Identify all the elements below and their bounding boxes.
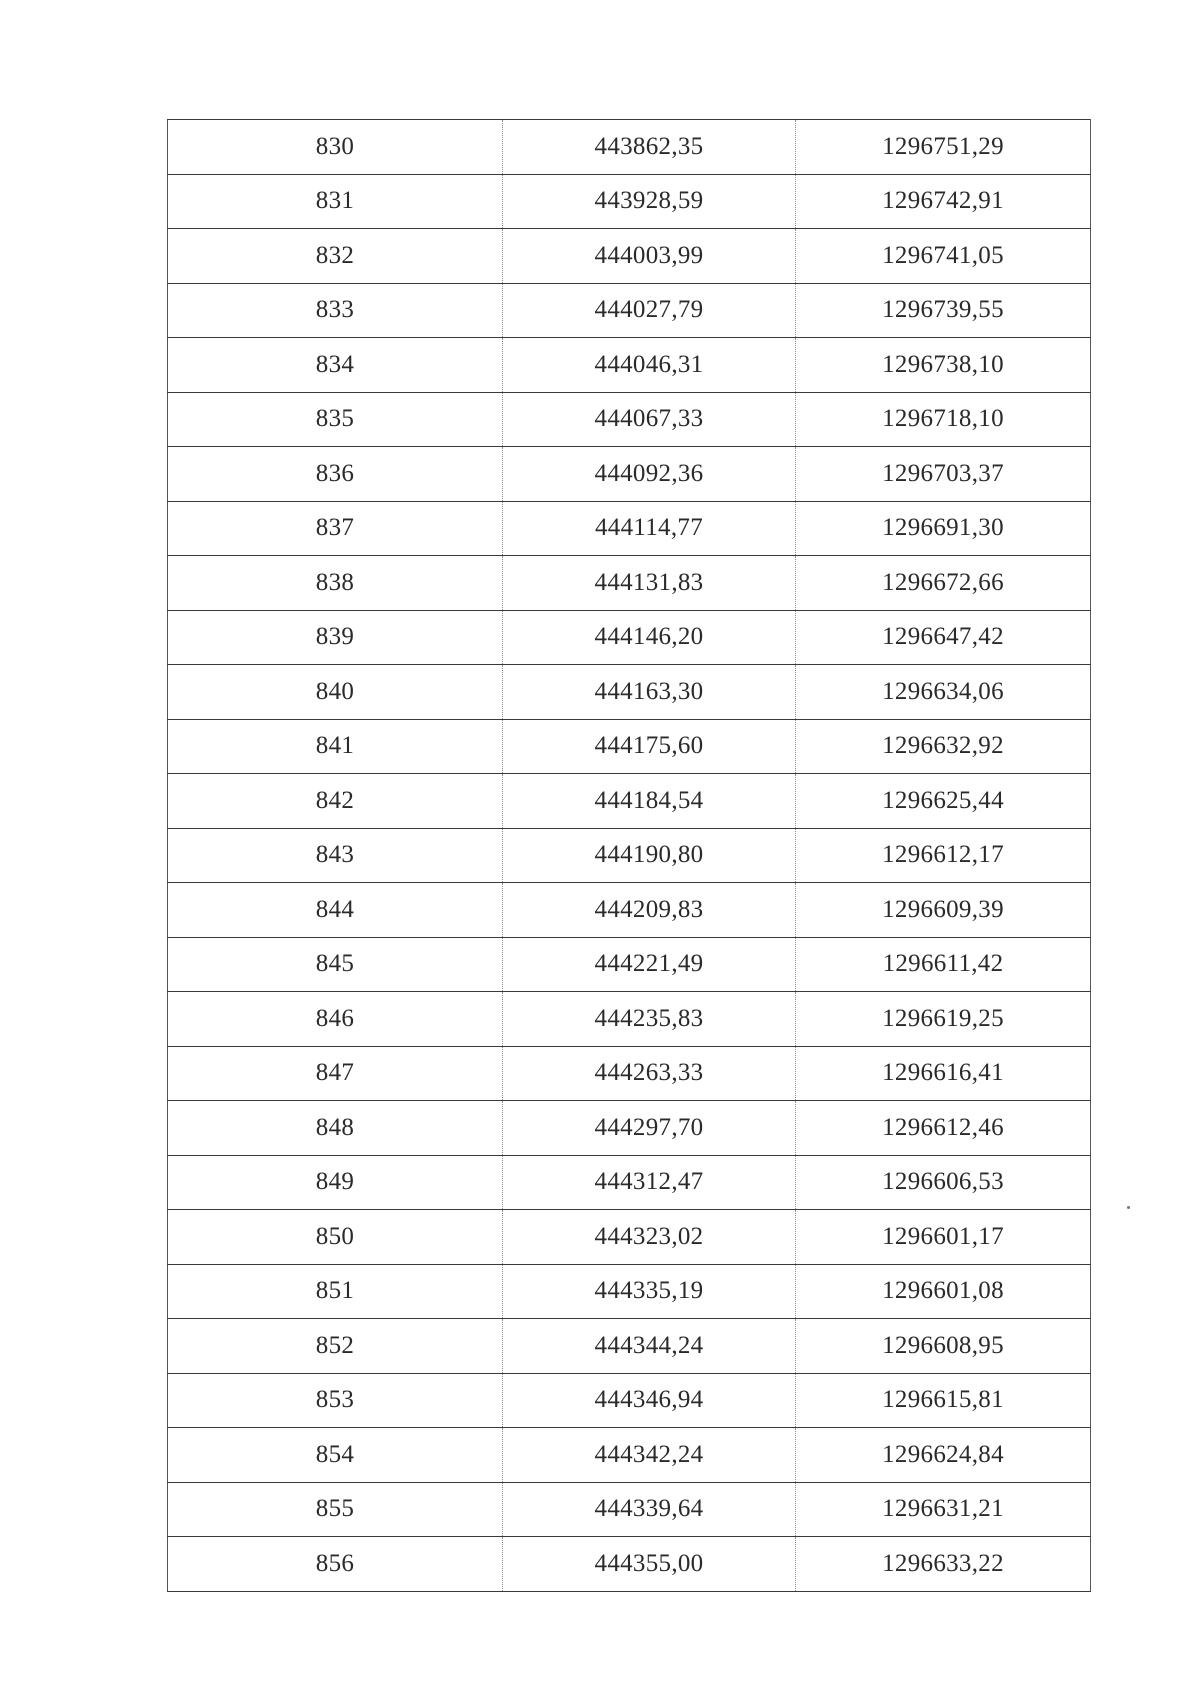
y-coordinate-cell: 1296601,08: [796, 1264, 1091, 1319]
x-coordinate-cell: 444346,94: [503, 1373, 796, 1428]
y-coordinate-cell: 1296741,05: [796, 229, 1091, 284]
x-coordinate-cell: 444335,19: [503, 1264, 796, 1319]
x-coordinate-cell: 444342,24: [503, 1428, 796, 1483]
x-coordinate-cell: 444221,49: [503, 937, 796, 992]
y-coordinate-cell: 1296672,66: [796, 556, 1091, 611]
point-number-cell: 835: [168, 392, 503, 447]
x-coordinate-cell: 444027,79: [503, 283, 796, 338]
table-row: [168, 1319, 1091, 1374]
x-coordinate-cell: 444046,31: [503, 338, 796, 393]
point-number-cell: 832: [168, 229, 503, 284]
table-row: [168, 447, 1091, 502]
coordinates-table-body: [168, 120, 1091, 1592]
point-number-cell: 850: [168, 1210, 503, 1265]
point-number-cell: 846: [168, 992, 503, 1047]
point-number-cell: 852: [168, 1319, 503, 1374]
y-coordinate-cell: 1296612,46: [796, 1101, 1091, 1156]
y-coordinate-cell: 1296606,53: [796, 1155, 1091, 1210]
point-number-cell: 853: [168, 1373, 503, 1428]
table-row: [168, 774, 1091, 829]
x-coordinate-cell: 444355,00: [503, 1537, 796, 1592]
x-coordinate-cell: 444146,20: [503, 610, 796, 665]
x-coordinate-cell: 444092,36: [503, 447, 796, 502]
point-number-cell: 843: [168, 828, 503, 883]
y-coordinate-cell: 1296609,39: [796, 883, 1091, 938]
table-row: [168, 1373, 1091, 1428]
point-number-cell: 831: [168, 174, 503, 229]
x-coordinate-cell: 444175,60: [503, 719, 796, 774]
table-row: [168, 1101, 1091, 1156]
point-number-cell: 840: [168, 665, 503, 720]
point-number-cell: 838: [168, 556, 503, 611]
x-coordinate-cell: 443862,35: [503, 120, 796, 175]
table-row: [168, 992, 1091, 1047]
y-coordinate-cell: 1296601,17: [796, 1210, 1091, 1265]
x-coordinate-cell: 444184,54: [503, 774, 796, 829]
point-number-cell: 834: [168, 338, 503, 393]
point-number-cell: 845: [168, 937, 503, 992]
x-coordinate-cell: 444323,02: [503, 1210, 796, 1265]
x-coordinate-cell: 444209,83: [503, 883, 796, 938]
y-coordinate-cell: 1296616,41: [796, 1046, 1091, 1101]
x-coordinate-cell: 444131,83: [503, 556, 796, 611]
coordinates-table: [167, 119, 1091, 1592]
point-number-cell: 851: [168, 1264, 503, 1319]
x-coordinate-cell: 444235,83: [503, 992, 796, 1047]
table-row: [168, 1155, 1091, 1210]
y-coordinate-cell: 1296615,81: [796, 1373, 1091, 1428]
y-coordinate-cell: 1296751,29: [796, 120, 1091, 175]
point-number-cell: 848: [168, 1101, 503, 1156]
x-coordinate-cell: 444263,33: [503, 1046, 796, 1101]
y-coordinate-cell: 1296634,06: [796, 665, 1091, 720]
x-coordinate-cell: 444114,77: [503, 501, 796, 556]
table-row: [168, 556, 1091, 611]
table-row: [168, 1428, 1091, 1483]
table-row: [168, 229, 1091, 284]
table-row: [168, 1537, 1091, 1592]
table-row: [168, 1482, 1091, 1537]
table-row: [168, 338, 1091, 393]
point-number-cell: 836: [168, 447, 503, 502]
y-coordinate-cell: 1296691,30: [796, 501, 1091, 556]
y-coordinate-cell: 1296632,92: [796, 719, 1091, 774]
y-coordinate-cell: 1296631,21: [796, 1482, 1091, 1537]
x-coordinate-cell: 444163,30: [503, 665, 796, 720]
point-number-cell: 839: [168, 610, 503, 665]
y-coordinate-cell: 1296611,42: [796, 937, 1091, 992]
x-coordinate-cell: 444190,80: [503, 828, 796, 883]
table-row: [168, 828, 1091, 883]
table-row: [168, 174, 1091, 229]
point-number-cell: 854: [168, 1428, 503, 1483]
point-number-cell: 849: [168, 1155, 503, 1210]
table-row: [168, 937, 1091, 992]
y-coordinate-cell: 1296625,44: [796, 774, 1091, 829]
point-number-cell: 833: [168, 283, 503, 338]
y-coordinate-cell: 1296739,55: [796, 283, 1091, 338]
table-row: [168, 120, 1091, 175]
y-coordinate-cell: 1296619,25: [796, 992, 1091, 1047]
table-row: [168, 392, 1091, 447]
point-number-cell: 837: [168, 501, 503, 556]
x-coordinate-cell: 444067,33: [503, 392, 796, 447]
table-row: [168, 719, 1091, 774]
x-coordinate-cell: 444339,64: [503, 1482, 796, 1537]
x-coordinate-cell: 444003,99: [503, 229, 796, 284]
table-row: [168, 665, 1091, 720]
y-coordinate-cell: 1296608,95: [796, 1319, 1091, 1374]
table-row: [168, 1210, 1091, 1265]
y-coordinate-cell: 1296612,17: [796, 828, 1091, 883]
x-coordinate-cell: 444297,70: [503, 1101, 796, 1156]
x-coordinate-cell: 444312,47: [503, 1155, 796, 1210]
point-number-cell: 856: [168, 1537, 503, 1592]
x-coordinate-cell: 444344,24: [503, 1319, 796, 1374]
x-coordinate-cell: 443928,59: [503, 174, 796, 229]
point-number-cell: 844: [168, 883, 503, 938]
scan-speck: [1127, 1206, 1130, 1209]
y-coordinate-cell: 1296624,84: [796, 1428, 1091, 1483]
point-number-cell: 855: [168, 1482, 503, 1537]
table-row: [168, 1046, 1091, 1101]
y-coordinate-cell: 1296738,10: [796, 338, 1091, 393]
y-coordinate-cell: 1296718,10: [796, 392, 1091, 447]
table-row: [168, 283, 1091, 338]
y-coordinate-cell: 1296703,37: [796, 447, 1091, 502]
table-row: [168, 501, 1091, 556]
y-coordinate-cell: 1296742,91: [796, 174, 1091, 229]
point-number-cell: 842: [168, 774, 503, 829]
y-coordinate-cell: 1296633,22: [796, 1537, 1091, 1592]
table-row: [168, 883, 1091, 938]
point-number-cell: 830: [168, 120, 503, 175]
table-row: [168, 610, 1091, 665]
point-number-cell: 841: [168, 719, 503, 774]
table-row: [168, 1264, 1091, 1319]
point-number-cell: 847: [168, 1046, 503, 1101]
y-coordinate-cell: 1296647,42: [796, 610, 1091, 665]
